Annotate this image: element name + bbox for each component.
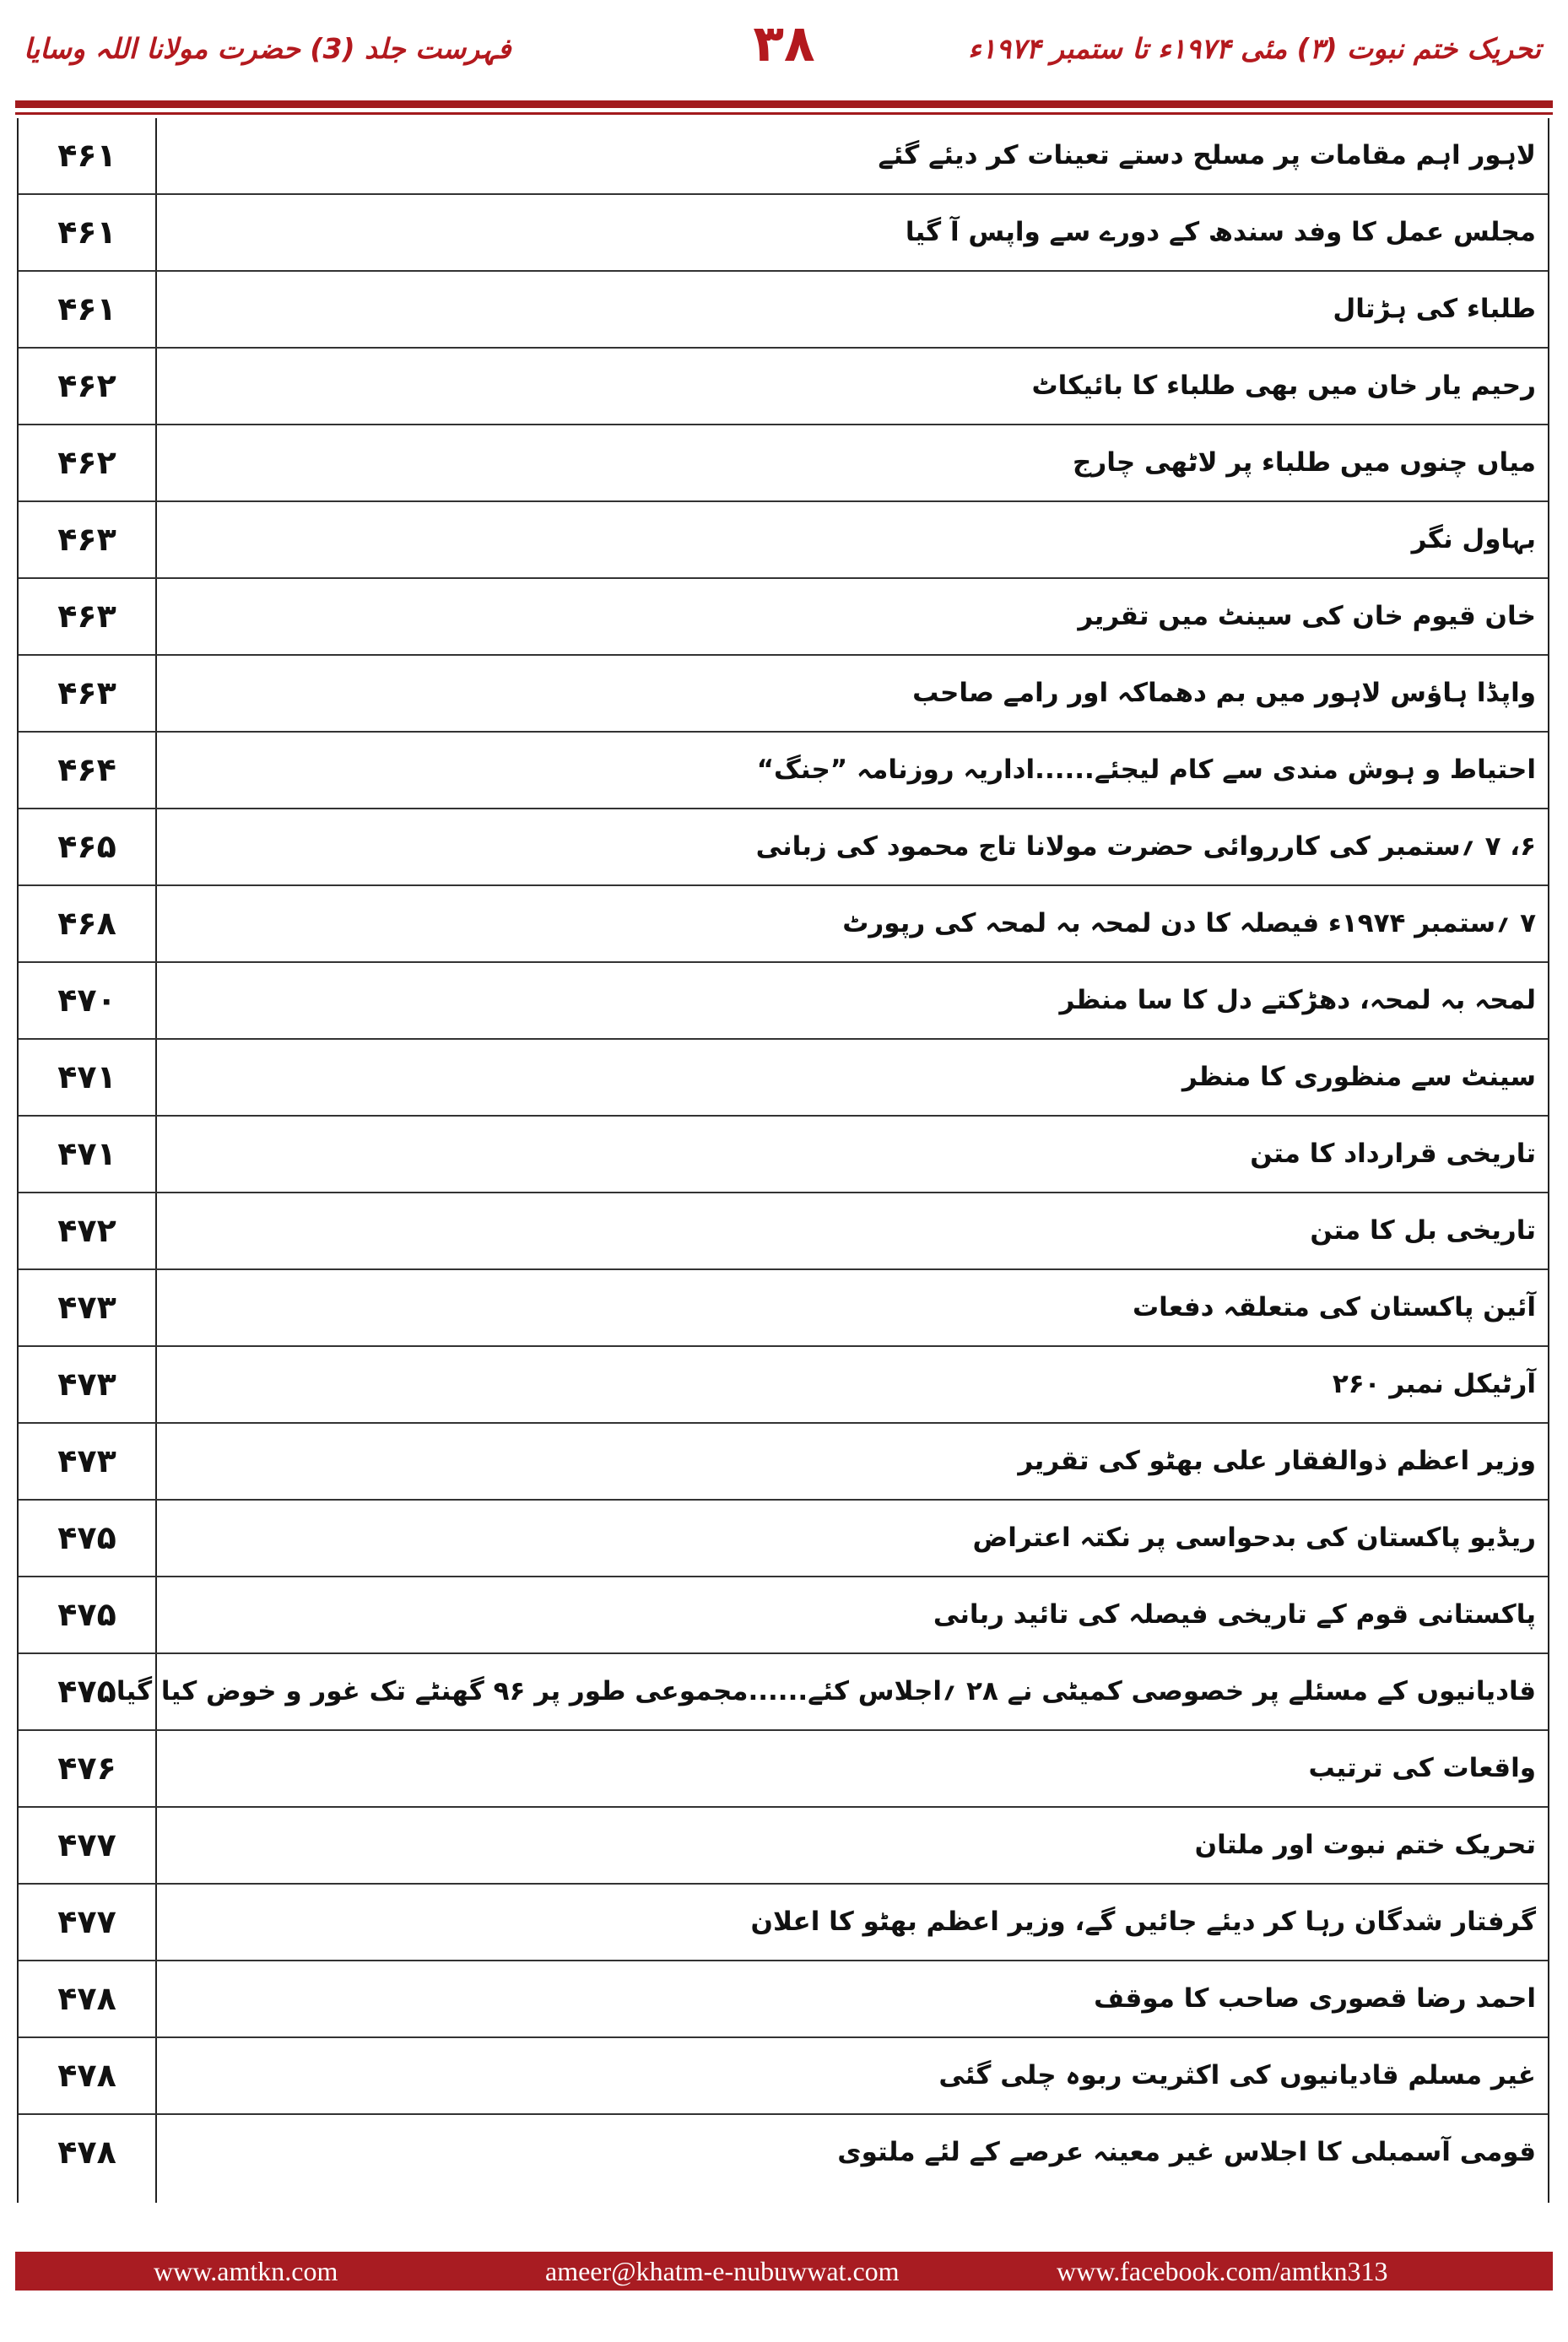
page-ref: ۴۷۳	[57, 1442, 116, 1479]
table-row	[19, 963, 1548, 1040]
page-ref: ۴۶۲	[57, 367, 116, 404]
table-row	[19, 1731, 1548, 1808]
entry-title: غیر مسلم قادیانیوں کی اکثریت ربوہ چلی گئی	[938, 2060, 1536, 2090]
entry-title: واپڈا ہاؤس لاہور میں بم دھماکہ اور رامے صاحب	[912, 678, 1536, 708]
entry-title: لمحہ بہ لمحہ، دھڑکتے دل کا سا منظر	[1059, 985, 1536, 1015]
page-ref: ۴۶۸	[57, 905, 116, 942]
page-ref: ۴۶۳	[57, 521, 116, 558]
table-row	[19, 1424, 1548, 1501]
entry-title: ۶، ۷ ؍ستمبر کی کارروائی حضرت مولانا تاج محمود کی زبانی	[755, 831, 1536, 862]
table-row	[19, 1193, 1548, 1270]
table-row	[19, 1808, 1548, 1885]
entry-title: طلباء کی ہڑتال	[1333, 294, 1536, 324]
entry-title: لاہور اہم مقامات پر مسلح دستے تعینات کر دیئے گئے	[878, 140, 1536, 170]
entry-title: گرفتار شدگان رہا کر دیئے جائیں گے، وزیر اعظم بھٹو کا اعلان	[750, 1907, 1536, 1937]
table-row	[19, 886, 1548, 963]
entry-title: احمد رضا قصوری صاحب کا موقف	[1094, 1983, 1536, 2014]
page-ref: ۴۶۱	[57, 214, 116, 251]
table-row	[19, 733, 1548, 809]
page-ref: ۴۶۴	[57, 751, 116, 788]
table-row	[19, 579, 1548, 656]
entry-title: پاکستانی قوم کے تاریخی فیصلہ کی تائید ربانی	[933, 1599, 1536, 1630]
header-rule-thick	[15, 100, 1553, 108]
entry-title: ریڈیو پاکستان کی بدحواسی پر نکتہ اعتراض	[972, 1523, 1536, 1553]
table-row	[19, 118, 1548, 195]
page-ref: ۴۷۵	[57, 1519, 116, 1556]
page-ref: ۴۷۱	[57, 1135, 116, 1172]
page-ref: ۴۶۲	[57, 444, 116, 481]
entry-title: رحیم یار خان میں بھی طلباء کا بائیکاٹ	[1031, 371, 1536, 401]
page-number: ۳۸	[753, 14, 815, 73]
page-ref: ۴۷۷	[57, 1903, 116, 1940]
entry-title: ۷ ؍ستمبر ۱۹۷۴ء فیصلہ کا دن لمحہ بہ لمحہ کی رپورٹ	[842, 908, 1536, 938]
entry-title: تاریخی بل کا متن	[1310, 1215, 1536, 1246]
entry-title: تاریخی قرارداد کا متن	[1250, 1139, 1536, 1169]
page-ref: ۴۶۳	[57, 598, 116, 635]
table-row	[19, 1885, 1548, 1961]
page-footer	[15, 2252, 1553, 2291]
table-row	[19, 1117, 1548, 1193]
entry-title: آئین پاکستان کی متعلقہ دفعات	[1133, 1292, 1536, 1322]
page-header	[0, 0, 1568, 108]
entry-title: واقعات کی ترتیب	[1308, 1753, 1536, 1783]
entry-title: میاں چنوں میں طلباء پر لاٹھی چارج	[1073, 447, 1536, 478]
table-row	[19, 1961, 1548, 2038]
table-row	[19, 349, 1548, 425]
table-row	[19, 2115, 1548, 2192]
table-row	[19, 2038, 1548, 2115]
footer-website-link[interactable]: www.amtkn.com	[154, 2256, 338, 2286]
table-row	[19, 809, 1548, 886]
page-ref: ۴۷۸	[57, 1980, 116, 2017]
footer-facebook-link[interactable]: www.facebook.com/amtkn313	[1057, 2256, 1388, 2286]
table-row	[19, 1040, 1548, 1117]
entry-title: بہاول نگر	[1411, 524, 1536, 554]
page-ref: ۴۷۱	[57, 1058, 116, 1095]
table-row	[19, 272, 1548, 349]
table-row	[19, 1347, 1548, 1424]
entry-title: وزیر اعظم ذوالفقار علی بھٹو کی تقریر	[1018, 1446, 1536, 1476]
entry-title: آرٹیکل نمبر ۲۶۰	[1332, 1369, 1536, 1399]
table-row	[19, 502, 1548, 579]
table-row	[19, 195, 1548, 272]
page-ref: ۴۶۱	[57, 290, 116, 327]
page-ref: ۴۷۰	[57, 982, 116, 1019]
table-row	[19, 1654, 1548, 1731]
table-row	[19, 656, 1548, 733]
entry-title: سینٹ سے منظوری کا منظر	[1181, 1062, 1536, 1092]
page-ref: ۴۷۵	[57, 1596, 116, 1633]
page-ref: ۴۶۵	[57, 828, 116, 865]
entry-title: تحریک ختم نبوت اور ملتان	[1194, 1830, 1536, 1860]
table-row	[19, 1270, 1548, 1347]
page-ref: ۴۶۳	[57, 674, 116, 711]
page-ref: ۴۷۸	[57, 2134, 116, 2171]
page-ref: ۴۷۸	[57, 2057, 116, 2094]
table-row	[19, 1501, 1548, 1577]
table-row	[19, 1577, 1548, 1654]
page-ref: ۴۷۵	[57, 1673, 116, 1710]
page-ref: ۴۷۲	[57, 1212, 116, 1249]
page-ref: ۴۷۶	[57, 1750, 116, 1787]
entry-title: مجلس عمل کا وفد سندھ کے دورے سے واپس آ گیا	[905, 217, 1536, 247]
index-label: فہرست جلد (3) حضرت مولانا اللہ وسایا	[24, 32, 511, 65]
entry-title: قومی آسمبلی کا اجلاس غیر معینہ عرصے کے لئے ملتوی	[837, 2137, 1536, 2167]
page-ref: ۴۷۳	[57, 1366, 116, 1403]
contents-table	[17, 118, 1549, 2203]
page-ref: ۴۷۷	[57, 1826, 116, 1863]
entry-title: خان قیوم خان کی سینٹ میں تقریر	[1078, 601, 1536, 631]
entry-title: قادیانیوں کے مسئلے پر خصوصی کمیٹی نے ۲۸ ؍اجلاس کئے......مجموعی طور پر ۹۶ گھنٹے تک غور و خوض کیا گیا	[116, 1676, 1536, 1706]
page-ref: ۴۷۳	[57, 1289, 116, 1326]
header-rule-thin	[15, 112, 1553, 115]
footer-email-link[interactable]: ameer@khatm-e-nubuwwat.com	[545, 2256, 900, 2286]
table-row	[19, 425, 1548, 502]
page-ref: ۴۶۱	[57, 137, 116, 174]
entry-title: احتیاط و ہوش مندی سے کام لیجئے......اداریہ روزنامہ ”جنگ“	[756, 755, 1536, 785]
book-title: تحریک ختم نبوت (۳) مئی ۱۹۷۴ء تا ستمبر ۱۹۷۴ء	[968, 32, 1541, 65]
